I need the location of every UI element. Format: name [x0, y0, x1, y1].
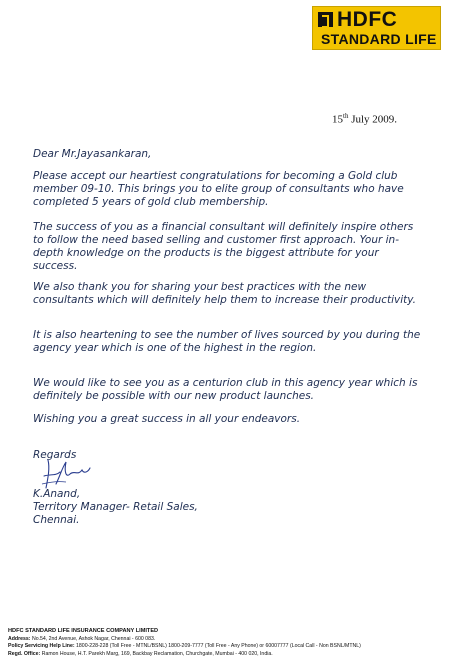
letter-footer [8, 628, 444, 658]
signatory-title: Territory Manager- Retail Sales, [33, 501, 198, 513]
logo-wordmark-hdfc: HDFC [337, 8, 398, 31]
paragraph-wishes: Wishing you a great success in all your endeavors. [33, 413, 301, 425]
footer-regd-label: Regd. Office: [8, 650, 41, 657]
letter-date [332, 112, 397, 126]
footer-helpline-label: Policy Servicing Help Line: [8, 643, 75, 650]
footer-helpline-text: 1800-228-228 (Toll Free - MTNL/BSNL) 1800-209-7777 (Toll Free - Any Phone) or 60007777 (Local Call - Non BSNL/MTNL) [74, 643, 361, 650]
paragraph-heartening: It is also heartening to see the number of lives sourced by you during the agency year which is one of the highest in the region. [33, 329, 421, 354]
paragraph-thanks: We also thank you for sharing your best practices with the new consultants which will definitely help them to increase their productivity. [33, 281, 417, 306]
paragraph-success: The success of you as a financial consultant will definitely inspire others to follow the need based selling and customer first approach. Your in-depth knowledge on the products is the biggest attribute for your success. [33, 221, 414, 272]
footer-company-name: HDFC STANDARD LIFE INSURANCE COMPANY LIMITED [8, 628, 159, 634]
signatory-city: Chennai. [33, 514, 80, 526]
signatory-name: K.Anand, [33, 488, 81, 500]
date-day: 15 [332, 113, 343, 126]
salutation: Dear Mr.Jayasankaran, [33, 148, 152, 160]
date-month-year: July 2009. [348, 113, 398, 126]
logo-mark-icon [318, 12, 333, 27]
footer-regd-office [8, 651, 444, 659]
footer-address-label: Address: [8, 635, 31, 642]
closing-regards: Regards [33, 449, 77, 461]
footer-address [8, 636, 444, 644]
footer-address-text: No.54, 2nd Avenue, Ashok Nagar, Chennai - 600 083. [30, 635, 156, 642]
footer-regd-text: Ramon House, H.T. Parekh Marg, 169, Backbay Reclamation, Churchgate, Mumbai - 400 020, India. [40, 650, 273, 657]
logo-wordmark-standard-life: STANDARD LIFE [321, 31, 437, 47]
paragraph-congratulations: Please accept our heartiest congratulations for becoming a Gold club member 09-10. This brings you to elite group of consultants who have completed 5 years of gold club membership. [33, 170, 404, 208]
hdfc-standard-life-logo [312, 6, 441, 50]
date-suffix: th [343, 112, 349, 120]
handwritten-signature [36, 454, 96, 492]
footer-helpline [8, 643, 444, 651]
paragraph-centurion: We would like to see you as a centurion club in this agency year which is definitely be possible with our new product launches. [33, 377, 418, 402]
